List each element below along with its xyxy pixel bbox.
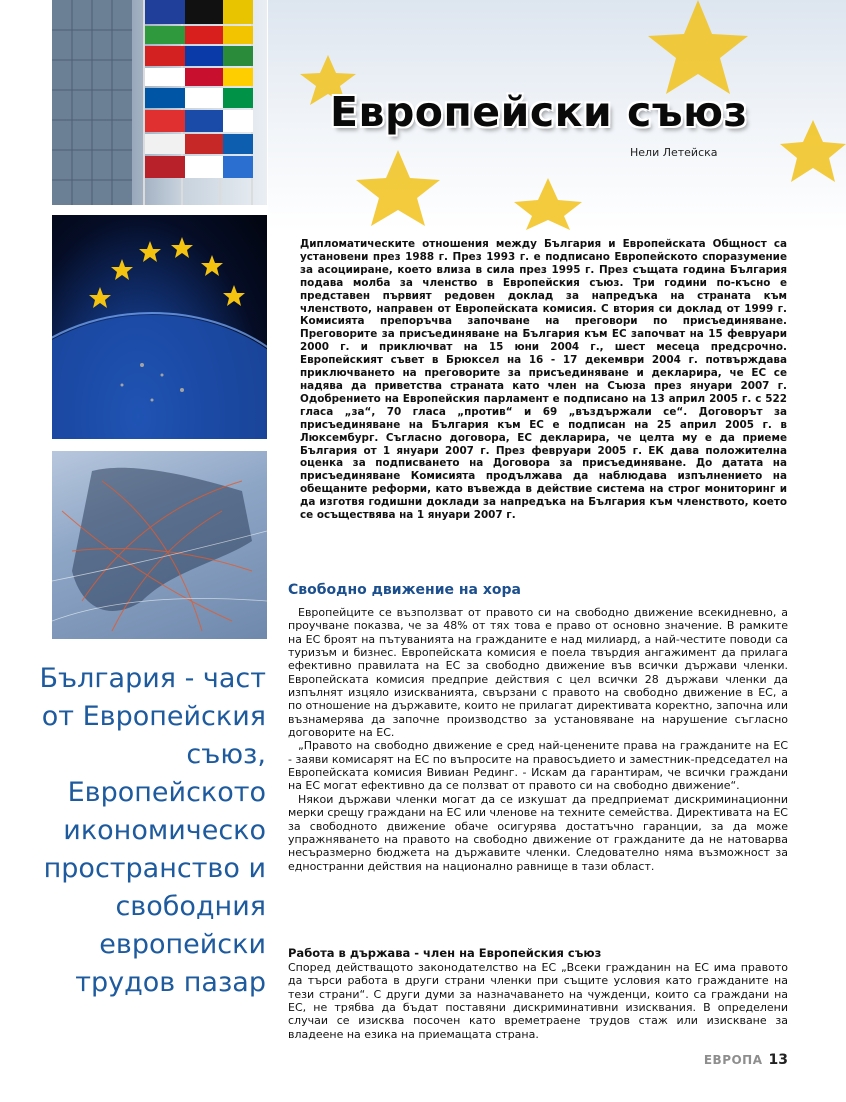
map-illustration xyxy=(52,451,267,639)
subsection-title: Работа в държава - член на Европейския съюз xyxy=(288,946,602,960)
section-title: Свободно движение на хора xyxy=(288,582,521,598)
author-name: Нели Летейска xyxy=(630,146,718,159)
section-paragraph: Европейците се възползват от правото си на свободно движение всекидневно, а проучване показва, че за 48% от тях това е право от основно значение. В рамките на ЕС броят на пътуванията на гражданите е над милиард, а най-честите поводи са туризъм и бизнес. Европейската комисия е поела твърдия ангажимент да прилага ефективно правилата на ЕС за свободно движение във всички държави членки. Европейската комисия предприе действия с цел всички 28 държави членки да изпълнят изцяло изискванията, свързани с правото на свободно движение в ЕС, а по отношение на държавите, които не прилагат директивата коректно, започна или възнамерява да започне производство за установяване на нарушение съгласно договорите на ЕС. xyxy=(288,606,788,740)
page-number: 13 xyxy=(768,1052,788,1068)
earth-with-eu-stars-photo xyxy=(52,215,267,439)
section-body xyxy=(288,606,788,873)
section-paragraph: Някои държави членки могат да се изкушат да предприемат дискриминационни мерки срещу граждани на ЕС или членове на техните семейства. Директивата на ЕС за свободното движение обаче осигурява достатъчно гаранции, за да може упражняването на правото на свободно движение от гражданите да не натоварва несъразмерно бюджета на държавите членки. Следователно няма възможност за едностранни действия на национално равнище в тази област. xyxy=(288,792,788,873)
pull-quote: България - част от Европейския съюз, Европейското икономическо пространство и свободния европейски трудов пазар xyxy=(39,663,266,998)
earth-illustration xyxy=(52,215,267,439)
article-title: Европейски съюз xyxy=(330,88,748,136)
page-footer xyxy=(704,1052,788,1068)
europe-network-map-photo xyxy=(52,451,267,639)
subsection-body: Според действащото законодателство на ЕС „Всеки гражданин на ЕС има правото да търси работа в други страни членки при същите условия като гражданите на тези страни“. С други думи за назначаването на чужденци, които са граждани на ЕС, не трябва да бъдат поставяни дискриминативни изисквания. В определени случаи се изисква посочен като времетраене трудов стаж или изискване за владеене на езика на приемащата страна. xyxy=(288,961,788,1041)
magazine-name: ЕВРОПА xyxy=(703,1053,763,1067)
flags-illustration xyxy=(52,0,267,205)
section-paragraph: „Правото на свободно движение е сред най-ценените права на гражданите на ЕС - заяви комисарят на ЕС по въпросите на правосъдието и заместник-председател на Европейската комисия Вивиан Рединг. - Искам да гарантирам, че всички граждани на ЕС могат ефективно да се ползват от правото си на свободно движение“. xyxy=(288,739,788,793)
intro-paragraph: Дипломатическите отношения между България и Европейската Общност са установени през 1988 г. През 1993 г. е подписано Европейското споразумение за асоцииране, което влиза в сила през 1995 г. През същата година България подава молба за членство в Европейския съюз. Три години по-късно е представен първият редовен доклад за напредъка на страната към членството, направен от Европейската комисия. С втория си доклад от 1999 г. Комисията препоръчва започване на преговори по присъединяване. Преговорите за присъединяване на България към ЕС започват на 15 февруари 2000 г. и приключват на 15 юни 2004 г., шест месеца предсрочно. Европейският съвет в Брюксел на 16 - 17 декември 2004 г. потвърждава приключването на преговорите за присъединяване и декларира, че ЕС се надява да приветства страната като член на Съюза през януари 2007 г. Одобрението на Европейския парламент е подписано на 13 април 2005 г. с 522 гласа „за“, 70 гласа „против“ и 69 „въздържали се“. Договорът за присъединяване на България към ЕС е подписан на 25 април 2005 г. в Люксембург. Съгласно договора, ЕС декларира, че целта му е да приеме България от 1 януари 2007 г. През февруари 2005 г. ЕК дава положителна оценка за подписването на Договора за присъединяване. До датата на присъединяване Комисията продължава да наблюдава изпълнението на обещаните реформи, като въвежда в действие система на строг мониторинг и да изготвя годишни доклади за напредъка на България към членството, което се осъществява на 1 януари 2007 г. xyxy=(300,238,787,522)
eu-flags-photo xyxy=(52,0,267,205)
